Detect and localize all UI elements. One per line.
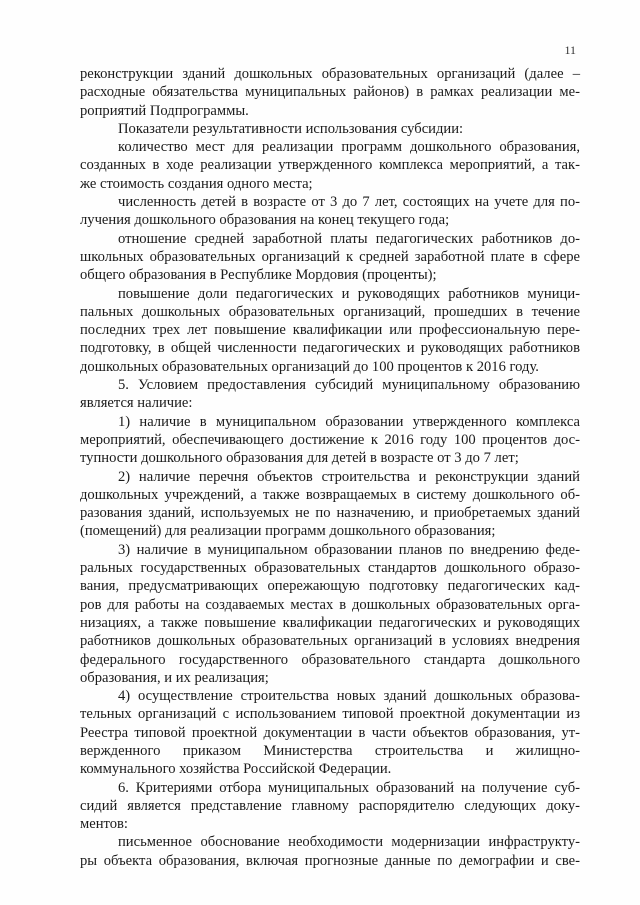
text-line: дошкольных учреждений, а также возвращаемых в систему дошкольного об-: [80, 486, 580, 503]
text-line: вания, предусматривающих опережающую подготовку педагогических кад-: [80, 578, 580, 595]
text-line: численность детей в возрасте от 3 до 7 лет, состоящих на учете для по-: [118, 194, 580, 211]
text-line: работников дошкольных образовательных организаций в условиях внедрения: [80, 633, 580, 650]
text-line: образования, и их реализация;: [80, 669, 269, 686]
text-line: лучения дошкольного образования на конец текущего года;: [80, 212, 450, 229]
text-line: 4) осуществление строительства новых зданий дошкольных образова-: [118, 688, 580, 705]
text-line: роприятий Подпрограммы.: [80, 102, 249, 119]
text-line: же стоимость создания одного места;: [80, 175, 313, 192]
text-line: тельных организаций с использованием типовой проектной документации из: [80, 706, 580, 723]
text-line: ральных государственных образовательных стандартов дошкольного образо-: [80, 560, 580, 577]
text-line: Показатели результативности использования субсидии:: [118, 120, 464, 137]
text-line: 6. Критериями отбора муниципальных образований на получение суб-: [118, 779, 580, 796]
body-text: [80, 65, 580, 870]
text-line: федерального государственного образовательного стандарта дошкольного: [80, 651, 580, 668]
text-line: разования зданий, используемых не по назначению, и приобретаемых зданий: [80, 505, 580, 522]
text-line: дошкольных образовательных организаций до 100 процентов к 2016 году.: [80, 358, 539, 375]
text-line: (помещений) для реализации программ дошкольного образования;: [80, 523, 496, 540]
text-line: повышение доли педагогических и руководящих работников муници-: [118, 285, 580, 302]
text-line: созданных в ходе реализации утвержденного комплекса мероприятий, а так-: [80, 157, 580, 174]
text-line: расходные обязательства муниципальных районов) в рамках реализации ме-: [80, 84, 580, 101]
text-line: 3) наличие в муниципальном образовании планов по внедрению феде-: [118, 541, 580, 558]
text-line: отношение средней заработной платы педагогических работников до-: [118, 230, 580, 247]
text-line: 5. Условием предоставления субсидий муниципальному образованию: [118, 377, 580, 394]
text-line: 1) наличие в муниципальном образовании утвержденного комплекса: [118, 413, 580, 430]
text-line: пальных дошкольных образовательных организаций, прошедших в течение: [80, 303, 580, 320]
text-line: сидий является представление главному распорядителю следующих доку-: [80, 797, 580, 814]
text-line: реконструкции зданий дошкольных образовательных организаций (далее –: [80, 66, 580, 82]
text-line: школьных образовательных организаций к средней заработной плате в сфере: [80, 248, 580, 265]
text-line: подготовку, в общей численности педагогических и руководящих работников: [80, 340, 580, 357]
page-number: 11: [564, 43, 576, 57]
text-line: тупности дошкольного образования для детей в возрасте от 3 до 7 лет;: [80, 450, 519, 467]
text-line: общего образования в Республике Мордовия (проценты);: [80, 267, 437, 284]
text-line: письменное обоснование необходимости модернизации инфраструкту-: [118, 834, 580, 851]
text-line: ментов:: [80, 816, 128, 833]
text-line: последних трех лет повышение квалификации или профессиональную пере-: [80, 322, 580, 339]
text-line: коммунального хозяйства Российской Федерации.: [80, 761, 392, 778]
text-line: количество мест для реализации программ дошкольного образования,: [118, 139, 580, 156]
text-line: Реестра типовой проектной документации в части объектов образования, ут-: [80, 724, 580, 741]
text-line: мероприятий, обеспечивающего достижение к 2016 году 100 процентов дос-: [80, 431, 580, 448]
text-line: вержденного приказом Министерства строительства и жилищно-: [80, 742, 580, 759]
text-line: является наличие:: [80, 395, 193, 412]
text-line: низациях, а также повышение квалификации педагогических и руководящих: [80, 614, 580, 631]
text-line: ров для работы на создаваемых местах в дошкольных образовательных орга-: [80, 596, 580, 613]
text-line: 2) наличие перечня объектов строительства и реконструкции зданий: [118, 468, 580, 485]
text-line: ры объекта образования, включая прогнозные данные по демографии и све-: [80, 852, 580, 869]
